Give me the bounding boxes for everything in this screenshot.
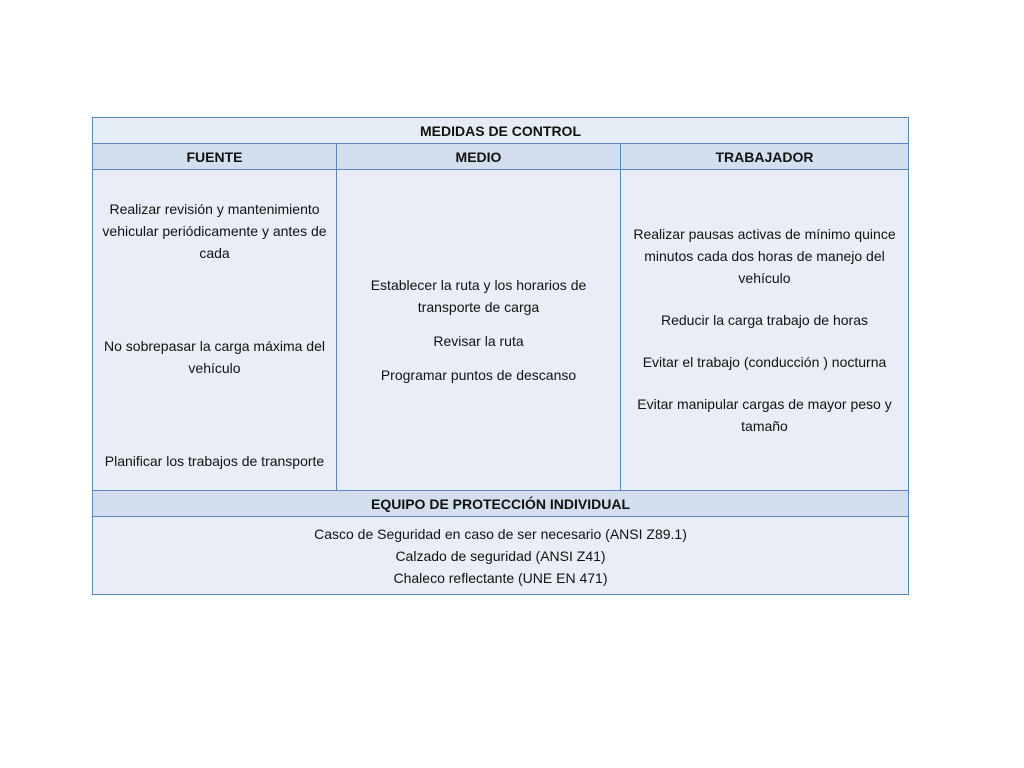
fuente-list <box>99 170 330 490</box>
trabajador-list <box>627 180 902 480</box>
medio-item: Revisar la ruta <box>433 333 524 349</box>
trabajador-cell <box>621 170 909 491</box>
epi-item: Chaleco reflectante (UNE EN 471) <box>393 569 608 586</box>
medio-item: Programar puntos de descanso <box>380 367 577 383</box>
fuente-item: Planificar los trabajos de transporte <box>104 453 325 469</box>
control-measures-table <box>92 117 909 595</box>
epi-cell <box>93 517 909 595</box>
table-title: MEDIDAS DE CONTROL <box>93 118 909 144</box>
trabajador-item: Realizar pausas activas de mínimo quince minutos cada dos horas de manejo del vehículo <box>633 226 896 286</box>
epi-title: EQUIPO DE PROTECCIÓN INDIVIDUAL <box>93 491 909 517</box>
measures-row <box>93 170 909 491</box>
epi-item: Calzado de seguridad (ANSI Z41) <box>395 547 606 564</box>
fuente-cell <box>93 170 337 491</box>
header-medio: MEDIO <box>337 144 621 170</box>
epi-row <box>93 517 909 595</box>
fuente-item: No sobrepasar la carga máxima del vehículo <box>104 338 325 376</box>
epi-title-row <box>93 491 909 517</box>
column-header-row <box>93 144 909 170</box>
medio-cell <box>337 170 621 491</box>
table-title-row <box>93 118 909 144</box>
trabajador-item: Evitar el trabajo (conducción ) nocturna <box>642 354 887 370</box>
medio-item: Establecer la ruta y los horarios de transporte de carga <box>370 277 587 315</box>
trabajador-item: Evitar manipular cargas de mayor peso y tamaño <box>637 396 892 434</box>
header-fuente: FUENTE <box>93 144 337 170</box>
trabajador-item: Reducir la carga trabajo de horas <box>660 312 868 328</box>
medio-list <box>343 180 614 480</box>
fuente-item: Realizar revisión y mantenimiento vehicular periódicamente y antes de cada <box>102 201 327 261</box>
epi-item: Casco de Seguridad en caso de ser necesario (ANSI Z89.1) <box>314 525 687 542</box>
header-trabajador: TRABAJADOR <box>621 144 909 170</box>
